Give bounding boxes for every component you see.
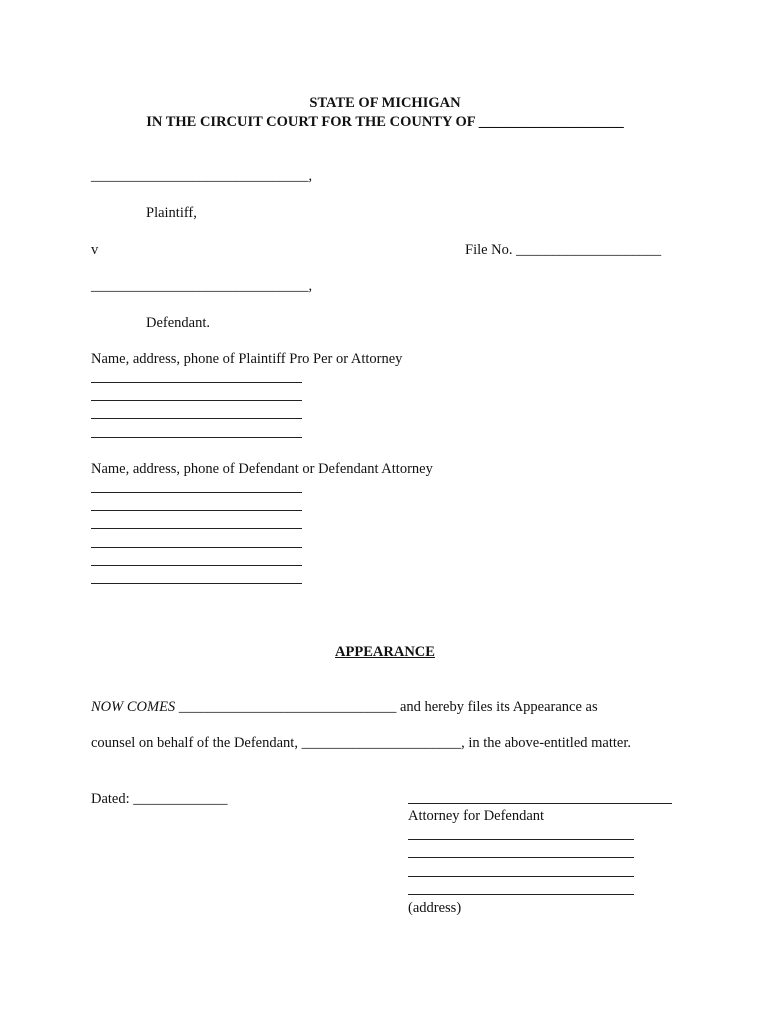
defendant-contact-line — [91, 492, 302, 493]
attorney-address-line — [408, 857, 634, 858]
defendant-contact-line — [91, 528, 302, 529]
plaintiff-contact-label: Name, address, phone of Plaintiff Pro Per or Attorney — [91, 351, 403, 367]
defendant-name-line: ______________________________, — [91, 278, 313, 294]
plaintiff-name-line: ______________________________, — [91, 168, 313, 184]
defendant-contact-label: Name, address, phone of Defendant or Defendant Attorney — [91, 461, 433, 477]
defendant-contact-line — [91, 583, 302, 584]
attorney-address-line — [408, 876, 634, 877]
plaintiff-contact-line — [91, 382, 302, 383]
dated-field: Dated: _____________ — [91, 791, 228, 807]
document-title: APPEARANCE — [335, 644, 435, 660]
now-comes-label: NOW COMES — [91, 699, 176, 715]
now-comes-paragraph — [91, 698, 598, 716]
defendant-label: Defendant. — [146, 315, 211, 331]
attorney-address-line — [408, 839, 634, 840]
plaintiff-contact-line — [91, 418, 302, 419]
file-number-field: File No. ____________________ — [465, 242, 662, 258]
signature-line — [408, 803, 672, 804]
plaintiff-label: Plaintiff, — [146, 205, 197, 221]
defendant-contact-line — [91, 565, 302, 566]
state-heading: STATE OF MICHIGAN — [309, 95, 461, 111]
defendant-contact-line — [91, 510, 302, 511]
attorney-address-line — [408, 894, 634, 895]
plaintiff-contact-line — [91, 400, 302, 401]
now-comes-rest: ______________________________ and hereby files its Appearance as — [178, 699, 598, 715]
court-heading: IN THE CIRCUIT COURT FOR THE COUNTY OF ____________________ — [146, 114, 624, 130]
plaintiff-contact-line — [91, 437, 302, 438]
versus-label: v — [91, 242, 99, 258]
counsel-paragraph: counsel on behalf of the Defendant, ______________________, in the above-entitled matter. — [91, 735, 631, 751]
defendant-contact-line — [91, 547, 302, 548]
attorney-for-defendant-label: Attorney for Defendant — [408, 808, 545, 824]
address-label: (address) — [408, 900, 462, 916]
